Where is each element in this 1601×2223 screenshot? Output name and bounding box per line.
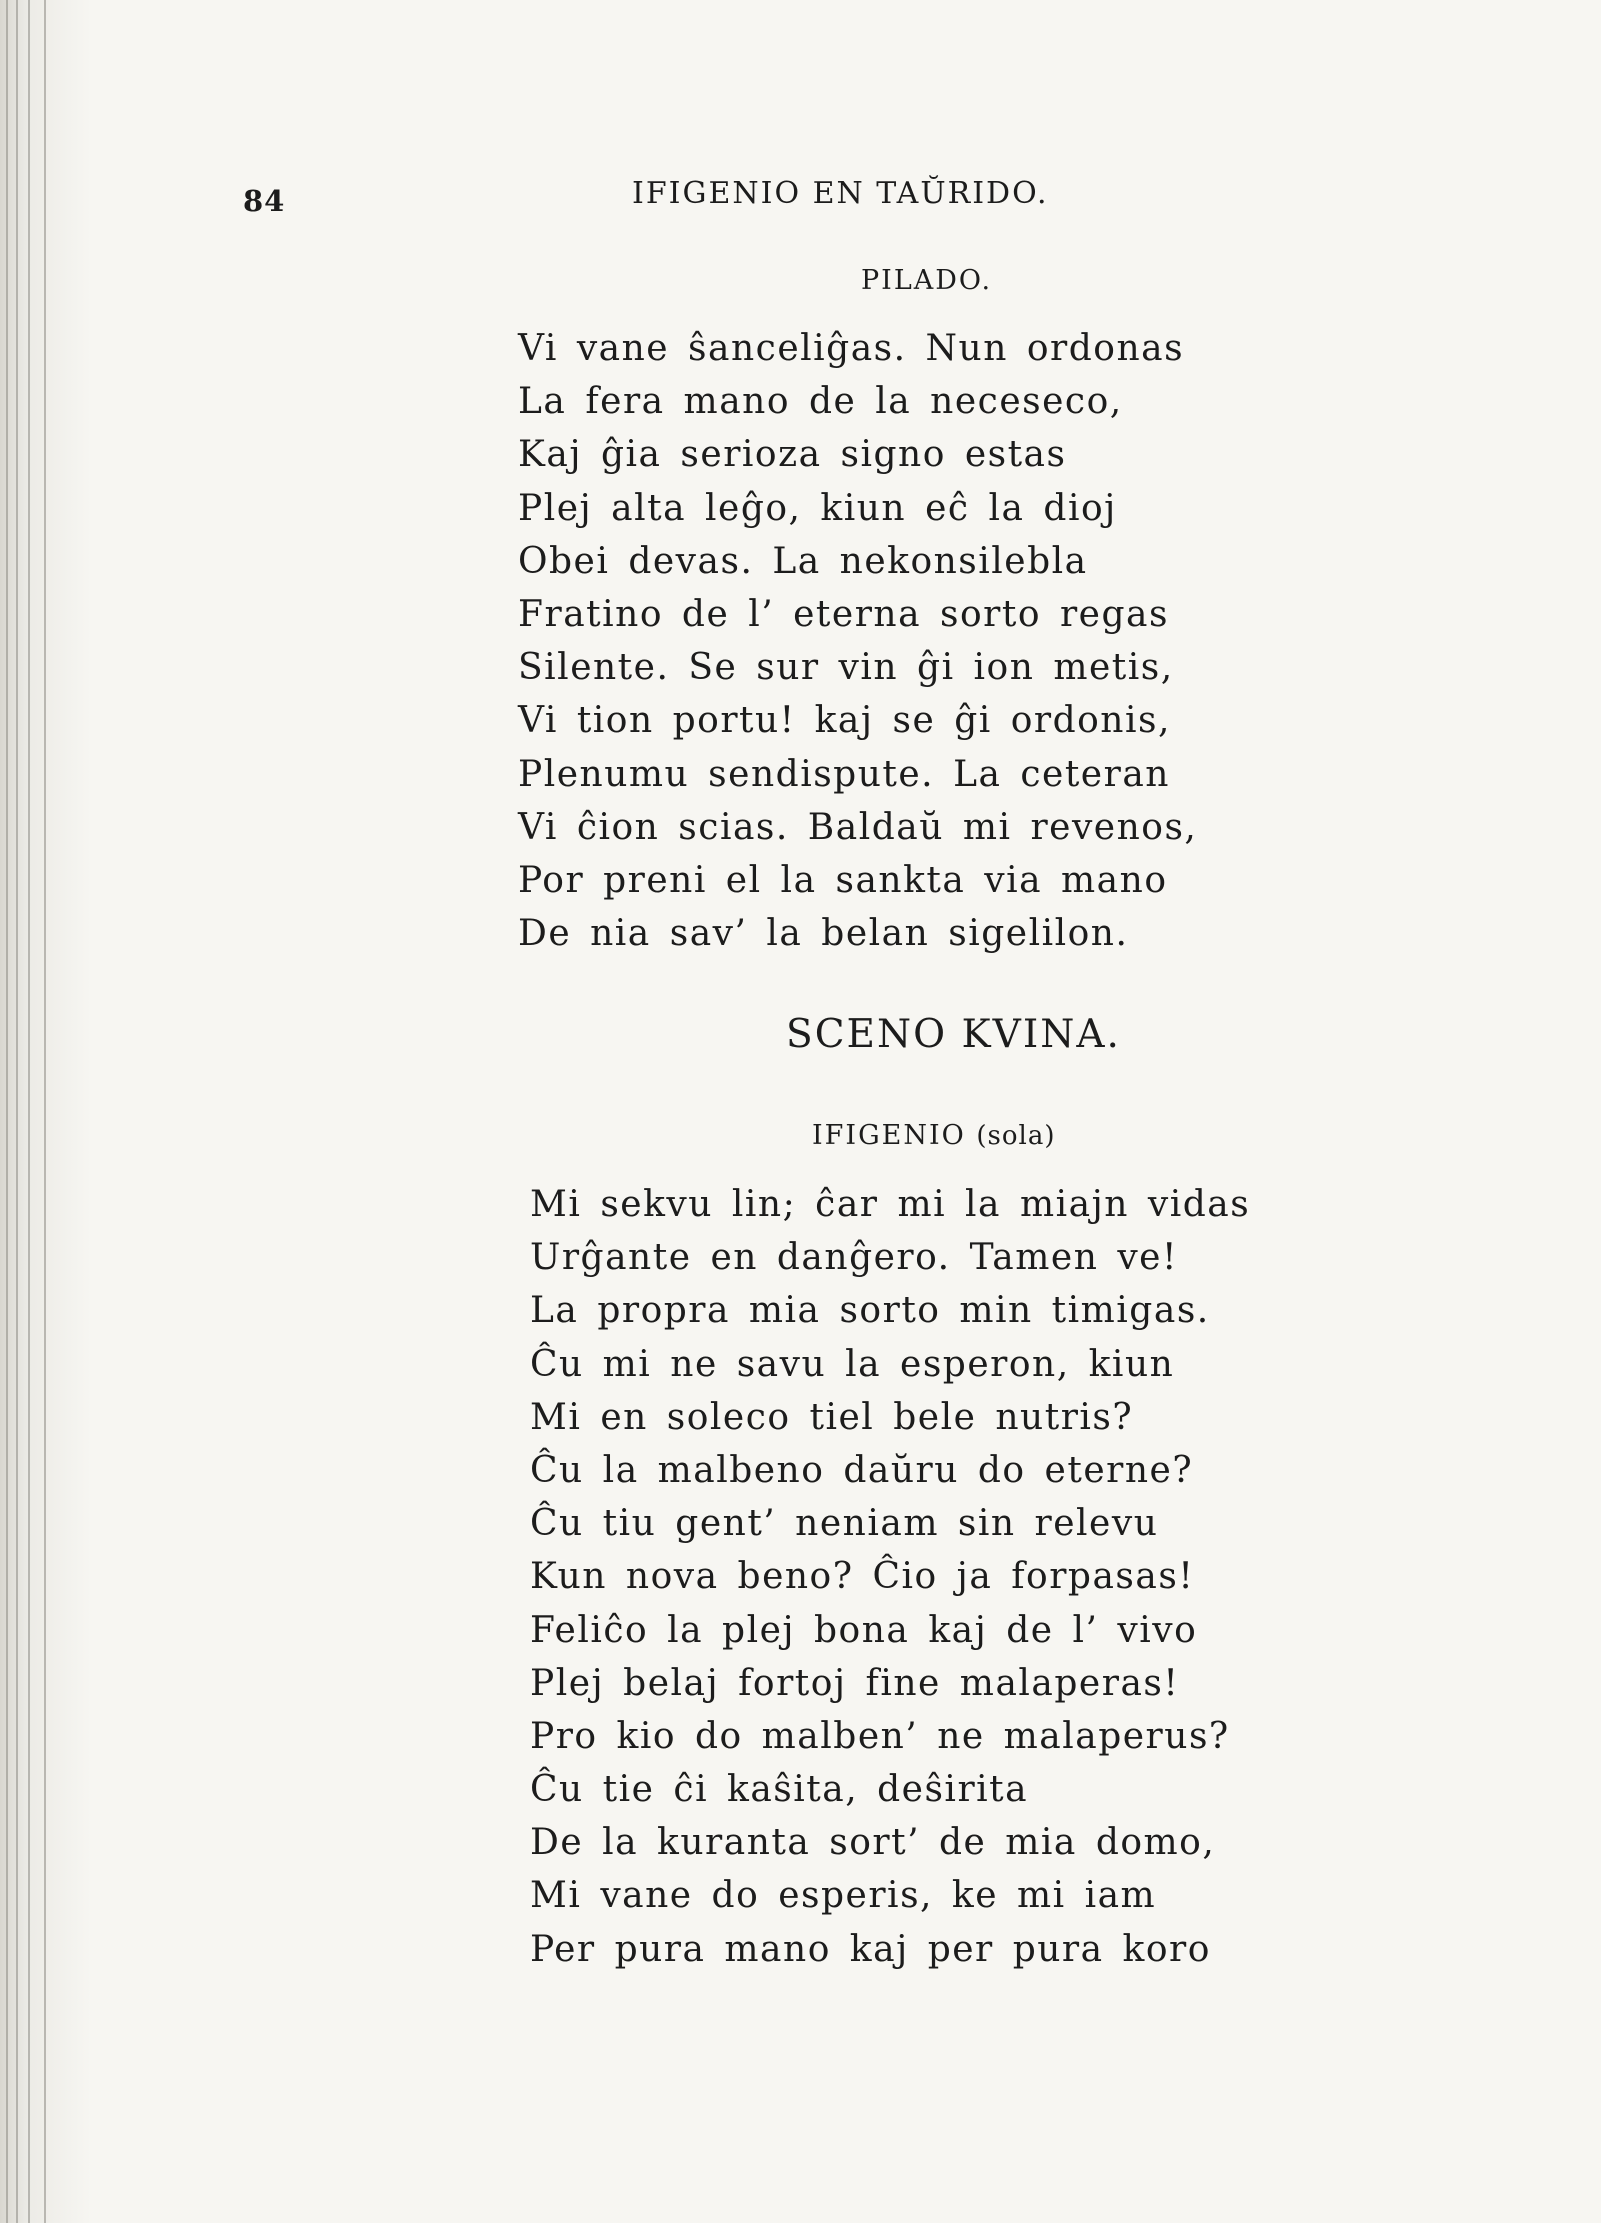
page-binding-edge [0,0,92,2223]
verse-line: Vi vane ŝanceliĝas. Nun ordonas [518,328,1185,369]
binding-line [6,0,8,2223]
binding-line [16,0,18,2223]
binding-line [44,0,46,2223]
verse-line: Ĉu mi ne savu la esperon, kiun [530,1343,1175,1385]
verse-line: Obei devas. La nekonsilebla [518,540,1088,582]
stage-direction: (sola) [976,1121,1056,1151]
verse-line: Feliĉo la plej bona kaj de l’ vivo [530,1609,1198,1651]
verse-line: De la kuranta sort’ de mia domo, [530,1822,1216,1864]
speaker-name: IFIGENIO [812,1120,966,1151]
verse-line: Vi tion portu! kaj se ĝi ordonis, [518,700,1171,742]
verse-line: Plej alta leĝo, kiun eĉ la dioj [518,487,1117,529]
verse-line: Fratino de l’ eterna sorto regas [518,593,1169,635]
verse-line: La propra mia sorto min timigas. [530,1290,1210,1332]
verse-line: Vi ĉion scias. Baldaŭ mi revenos, [518,806,1198,848]
scene-title: SCENO KVINA. [786,1012,1121,1057]
verse-line: Ĉu tiu gent’ neniam sin relevu [530,1503,1159,1545]
speaker-name-pilado: PILADO. [861,265,993,296]
verse-line: Mi en soleco tiel bele nutris? [530,1396,1134,1438]
verse-line: Ĉu la malbeno daŭru do eterne? [530,1449,1194,1491]
verse-line: Pro kio do malben’ ne malaperus? [530,1715,1230,1757]
verse-line: Urĝante en danĝero. Tamen ve! [530,1237,1178,1279]
verse-line: Kun nova beno? Ĉio ja forpasas! [530,1556,1195,1598]
binding-line [28,0,30,2223]
verse-block-pilado [518,322,1197,960]
verse-line: Mi sekvu lin; ĉar mi la miajn vidas [530,1184,1251,1225]
verse-line: Per pura mano kaj per pura koro [530,1928,1211,1970]
running-head: IFIGENIO EN TAŬRIDO. [632,176,1049,211]
verse-block-ifigenio [530,1178,1250,1976]
verse-line: Ĉu tie ĉi kaŝita, deŝirita [530,1769,1029,1811]
verse-line: Plenumu sendispute. La ceteran [518,753,1170,795]
verse-line: Kaj ĝia serioza signo estas [518,434,1067,476]
verse-line: Silente. Se sur vin ĝi ion metis, [518,647,1174,689]
verse-line: Mi vane do esperis, ke mi iam [530,1875,1157,1917]
verse-line: Plej belaj fortoj fine malaperas! [530,1662,1180,1704]
verse-line: Por preni el la sankta via mano [518,859,1168,901]
speaker-name-ifigenio [812,1120,1055,1151]
page-number: 84 [243,184,286,218]
verse-line: La fera mano de la neceseco, [518,381,1123,423]
verse-line: De nia sav’ la belan sigelilon. [518,913,1129,955]
